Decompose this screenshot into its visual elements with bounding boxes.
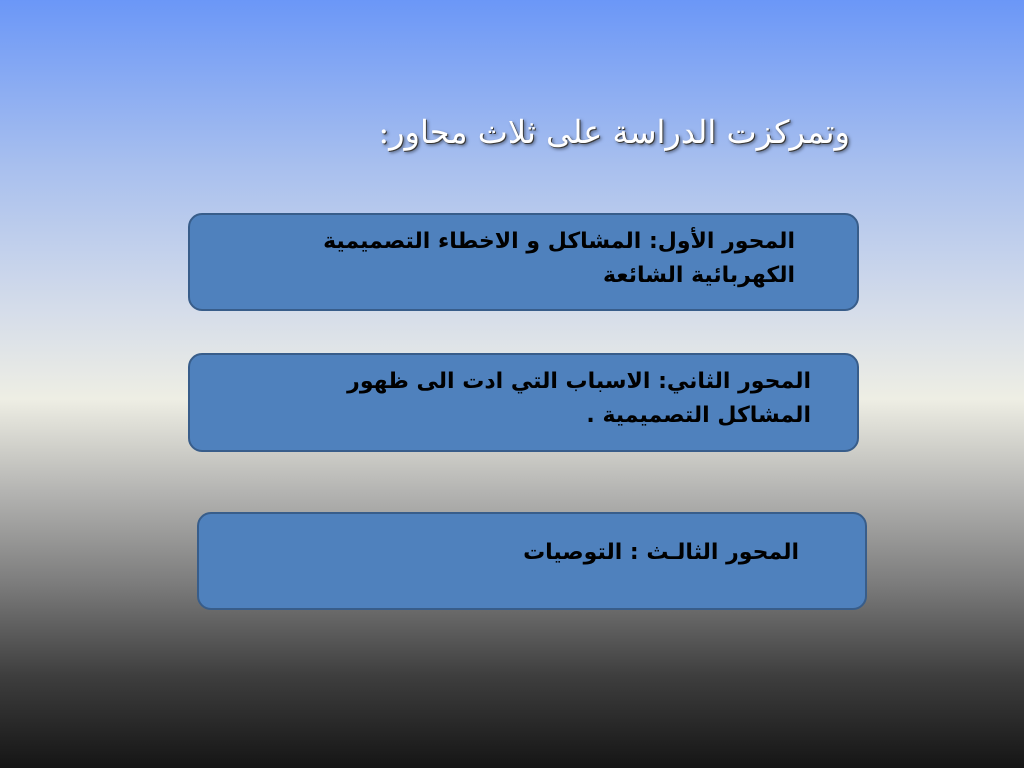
axis-text-line: المحور الثاني: الاسباب التي ادت الى ظهور	[347, 369, 811, 394]
axis-text-line: المحور الثالـث : التوصيات	[523, 540, 799, 565]
axis-text-line: المشاكل التصميمية .	[586, 403, 811, 428]
axis-box-second	[188, 353, 859, 452]
axis-box-third	[197, 512, 867, 610]
axis-text-line: الكهربائية الشائعة	[602, 263, 795, 288]
slide-title: وتمركزت الدراسة على ثلاث محاور:	[378, 113, 850, 151]
axis-box-first	[188, 213, 859, 311]
axis-text-line: المحور الأول: المشاكل و الاخطاء التصميمية	[323, 229, 795, 254]
